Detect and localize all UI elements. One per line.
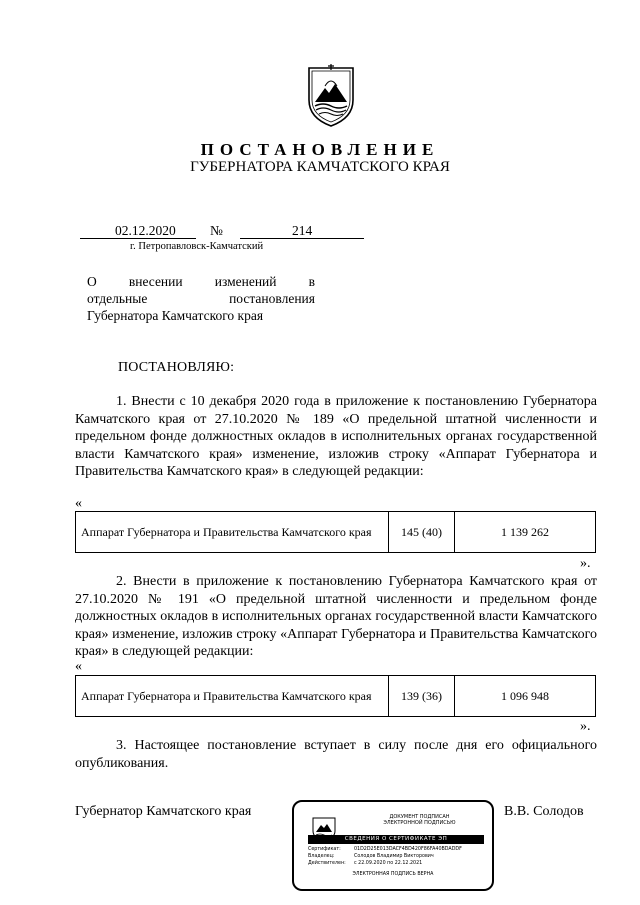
stamp-cert-row: [308, 847, 462, 853]
paragraph-text: 3. Настоящее постановление вступает в силу после дня его официального: [116, 738, 597, 753]
subject-line: О внесении изменений в: [87, 274, 315, 289]
document-title: ПОСТАНОВЛЕНИЕ: [200, 140, 440, 159]
document-number: 214: [292, 223, 313, 238]
subject-line: отдельные постановления: [87, 291, 315, 306]
staff-table-2: [75, 675, 596, 717]
decree-word: ПОСТАНОВЛЯЮ:: [118, 360, 235, 375]
stamp-label: Действителен:: [308, 861, 346, 866]
table-cell-staff: 139 (36): [389, 676, 455, 717]
subject-line: Губернатора Камчатского края: [87, 308, 264, 323]
document-subtitle: ГУБЕРНАТОРА КАМЧАТСКОГО КРАЯ: [190, 159, 450, 175]
table-row: [76, 512, 596, 553]
stamp-heading: [352, 814, 487, 826]
table-cell-name: Аппарат Губернатора и Правительства Камчатского края: [76, 676, 389, 717]
paragraph-text: опубликования.: [75, 755, 169, 771]
staff-table-1: [75, 511, 596, 553]
stamp-value: с 22.09.2020 по 22.12.2021: [354, 861, 423, 866]
paragraph-text: Губернатора Камчатского края от 27.10.2020 № 189 «О предельной штатной численности и предельном фонде должностных окладов в исполнительных органах государственной власти Камчатского края» изменение, изложив строку «Аппарат Губернатора и Правительства Камчатского края» в следующей редакции:: [75, 394, 598, 479]
paragraph-text: 1. Внести с 10 декабря 2020 года в приложение к постановлению: [116, 394, 519, 409]
table-cell-name: Аппарат Губернатора и Правительства Камчатского края: [76, 512, 389, 553]
stamp-value: 01D2D25E013DACF4BD420F86FA40BDADDF: [354, 847, 462, 852]
paragraph-text: 2. Внести в приложение к постановлению Губернатора Камчатского края: [116, 574, 578, 589]
stamp-value: Солодов Владимир Викторович: [354, 854, 434, 859]
registration-line: [80, 223, 364, 239]
open-quote: «: [75, 496, 82, 511]
signatory-position: Губернатор Камчатского края: [75, 804, 252, 819]
document-subject: [87, 273, 315, 324]
stamp-bar: СВЕДЕНИЯ О СЕРТИФИКАТЕ ЭП: [308, 835, 484, 844]
close-quote: ».: [580, 556, 591, 571]
paragraph-2: [75, 573, 597, 661]
table-cell-fund: 1 139 262: [455, 512, 596, 553]
stamp-heading-line: ЭЛЕКТРОННОЙ ПОДПИСЬЮ: [383, 820, 456, 826]
stamp-label: Сертификат:: [308, 847, 341, 852]
table-cell-staff: 145 (40): [389, 512, 455, 553]
document-date: 02.12.2020: [115, 223, 176, 238]
close-quote: ».: [580, 719, 591, 734]
stamp-owner-row: [308, 854, 434, 860]
number-underline: [240, 238, 364, 239]
number-sign: №: [210, 223, 223, 238]
paragraph-3: [75, 737, 597, 772]
stamp-valid-row: [308, 861, 422, 867]
electronic-signature-stamp: [292, 800, 494, 891]
city: г. Петропавловск-Камчатский: [130, 241, 264, 252]
signatory-name: В.В. Солодов: [504, 804, 584, 819]
paragraph-text: от 27.10.2020 № 191 «О предельной штатной численности и предельном фонде должностных окладов в исполнительных органах государственной власти Камчатского края» изменение, изложив строку «Аппарат Губернатора и Правительства Камчатского края» в следующей редакции:: [75, 574, 597, 659]
paragraph-1: [75, 393, 597, 481]
stamp-heading-line: ДОКУМЕНТ ПОДПИСАН: [389, 814, 450, 820]
table-row: [76, 676, 596, 717]
date-underline: [80, 238, 196, 239]
open-quote: «: [75, 659, 82, 674]
table-cell-fund: 1 096 948: [455, 676, 596, 717]
stamp-label: Владелец:: [308, 854, 335, 859]
stamp-footer: ЭЛЕКТРОННАЯ ПОДПИСЬ ВЕРНА: [352, 872, 434, 877]
kamchatka-coat-of-arms-icon: [301, 62, 361, 128]
